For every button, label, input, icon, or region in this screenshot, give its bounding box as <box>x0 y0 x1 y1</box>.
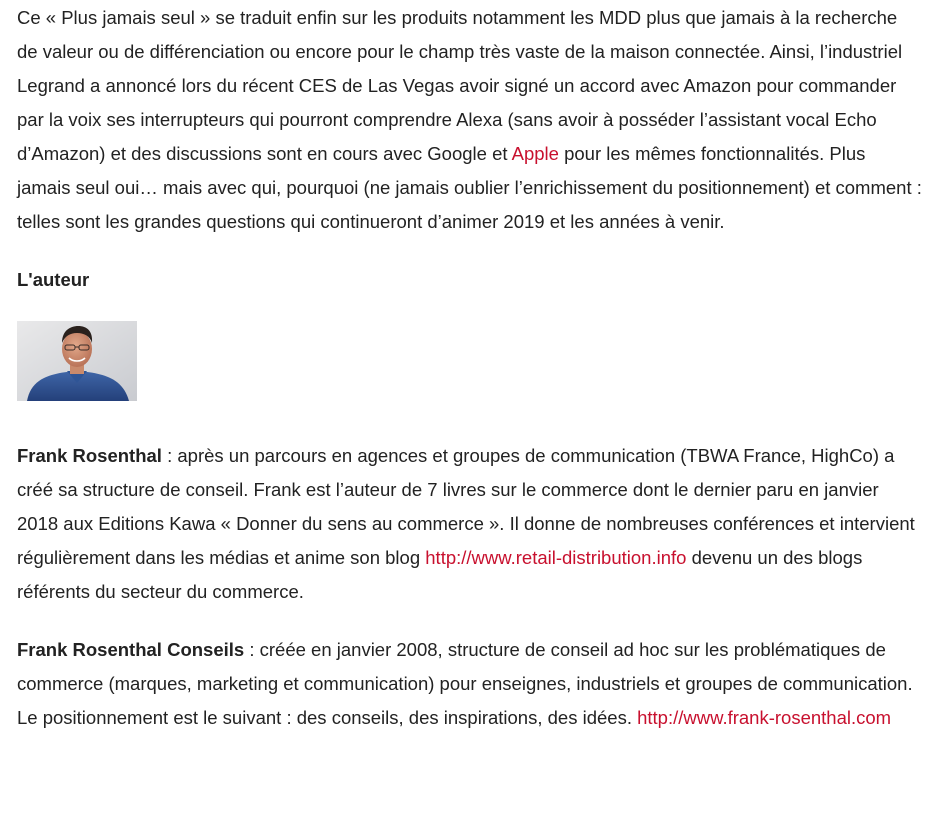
intro-text-after-link: pour les mêmes fonctionnalités. Plus jamais seul oui… mais avec qui, pourquoi (ne jamais oublier l’enrichissement du positionnement) et comment : telles sont les grandes questions qui continueront d’animer 2019 et les années à venir. <box>17 143 922 232</box>
intro-paragraph <box>17 0 922 239</box>
author-photo <box>17 321 137 401</box>
author-name: Frank Rosenthal <box>17 445 162 466</box>
apple-link[interactable]: Apple <box>511 143 559 164</box>
author-heading: L'auteur <box>17 269 90 290</box>
intro-text-before-link: Ce « Plus jamais seul » se traduit enfin sur les produits notamment les MDD plus que jamais à la recherche de valeur ou de différenciation ou encore pour le champ très vaste de la maison connectée. Ainsi, l’industriel Legrand a annoncé lors du récent CES de Las Vegas avoir signé un accord avec Amazon pour commander par la voix ses interrupteurs qui pourront comprendre Alexa (sans avoir à posséder l’assistant vocal Echo d’Amazon) et des discussions sont en cours avec Google et <box>17 7 903 164</box>
author-bio-paragraph <box>17 401 922 609</box>
author-bio-text-after-link: devenu un des blogs référents du secteur du commerce. <box>17 547 863 602</box>
author-bio-text: : après un parcours en agences et groupes de communication (TBWA France, HighCo) a créé sa structure de conseil. Frank est l’auteur de 7 livres sur le commerce dont le dernier paru en janvier 2018 aux Editions Kawa « Donner du sens au commerce ». Il donne de nombreuses conférences et intervient régulièrement dans les médias et anime son blog <box>17 445 915 568</box>
blog-link[interactable]: http://www.retail-distribution.info <box>425 547 687 568</box>
company-text: : créée en janvier 2008, structure de conseil ad hoc sur les problématiques de commerce (marques, marketing et communication) pour enseignes, industriels et groupes de communication. Le positionnement est le suivant : des conseils, des inspirations, des idées. <box>17 639 913 728</box>
company-website-link[interactable]: http://www.frank-rosenthal.com <box>637 707 892 728</box>
company-paragraph <box>17 609 922 735</box>
company-name: Frank Rosenthal Conseils <box>17 639 245 660</box>
